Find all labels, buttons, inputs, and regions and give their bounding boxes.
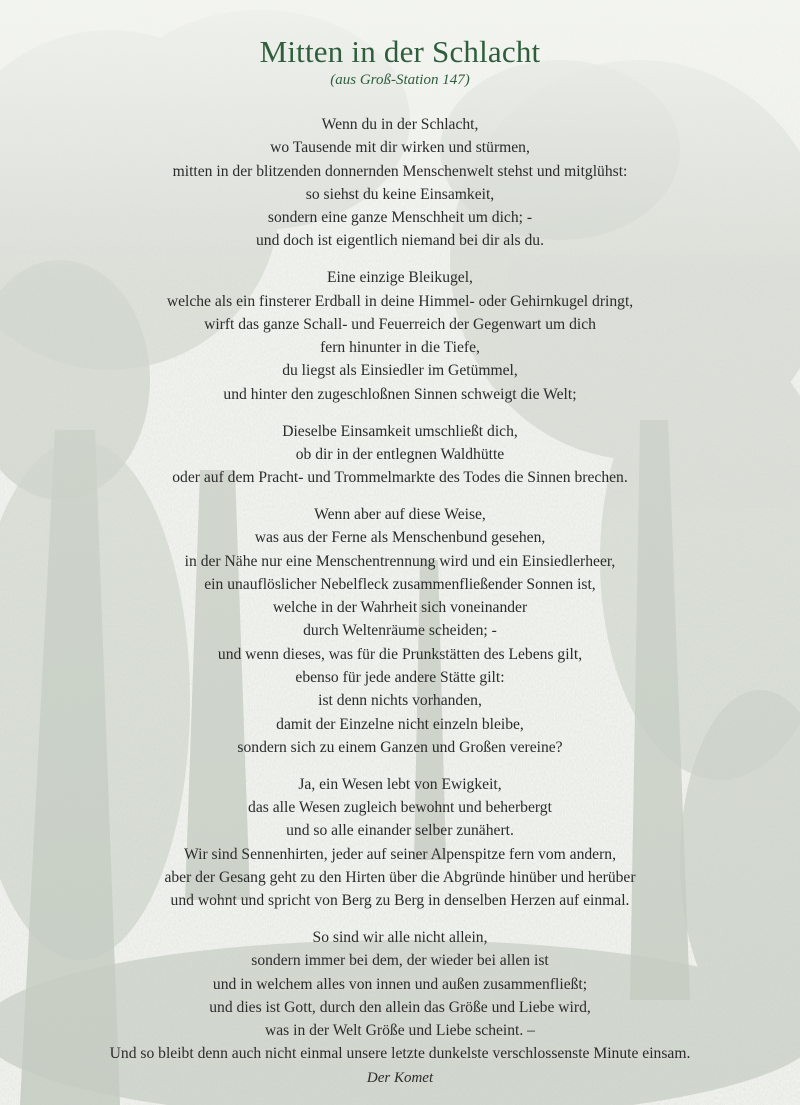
poem-line: und in welchem alles von innen und außen zusammenfließt; — [212, 975, 588, 993]
poem-line: das alle Wesen zugleich bewohnt und beherbergt — [248, 799, 552, 817]
poem-line: was aus der Ferne als Menschenbund gesehen, — [254, 529, 546, 547]
poem-line: Und so bleibt denn auch nicht einmal unsere letzte dunkelste verschlossenste Minute einsam. — [109, 1045, 691, 1063]
poem-line: und wohnt und spricht von Berg zu Berg in denselben Herzen auf einmal. — [170, 892, 630, 910]
poem-source: Der Komet — [366, 1070, 434, 1087]
poem-line: damit der Einzelne nicht einzeln bleibe, — [276, 715, 524, 733]
poem-line: und dies ist Gott, durch den allein das Größe und Liebe wird, — [209, 998, 591, 1016]
poem-line: in der Nähe nur eine Menschentrennung wird und ein Einsiedlerheer, — [184, 552, 616, 570]
poem-line: wo Tausende mit dir wirken und stürmen, — [270, 139, 530, 157]
poem-line: So sind wir alle nicht allein, — [312, 929, 488, 946]
poem-line: aber der Gesang geht zu den Hirten über die Abgründe hinüber und herüber — [164, 868, 636, 886]
poem-line: und wenn dieses, was für die Prunkstätten des Lebens gilt, — [217, 645, 583, 663]
poem-line: Wenn aber auf diese Weise, — [314, 505, 486, 523]
poem-line: ist denn nichts vorhanden, — [318, 692, 482, 710]
stanza — [0, 420, 800, 490]
poem-line: durch Weltenräume scheiden; - — [303, 622, 497, 640]
poem-line: Dieselbe Einsamkeit umschließt dich, — [282, 422, 518, 440]
poem-line: ob dir in der entlegnen Waldhütte — [295, 445, 505, 463]
poem-line: mitten in der blitzenden donnernden Menschenwelt stehst und mitglühst: — [172, 162, 628, 180]
poem-line: sondern sich zu einem Ganzen und Großen vereine? — [237, 738, 563, 756]
poem-line: du liegst als Einsiedler im Getümmel, — [282, 362, 518, 380]
stanza — [0, 113, 800, 253]
poem-line: was in der Welt Größe und Liebe scheint. – — [265, 1022, 535, 1040]
poem-line: sondern eine ganze Menschheit um dich; - — [267, 209, 533, 227]
poem-line: und so alle einander selber zunähert. — [286, 822, 514, 840]
poem-title: Mitten in der Schlacht — [259, 34, 541, 69]
poem-line: wirft das ganze Schall- und Feuerreich der Gegenwart um dich — [204, 315, 596, 333]
poem-line: fern hinunter in die Tiefe, — [320, 339, 480, 357]
poem-line: und doch ist eigentlich niemand bei dir als du. — [256, 232, 544, 250]
poem-subtitle: (aus Groß-Station 147) — [330, 72, 470, 88]
poem-line: oder auf dem Pracht- und Trommelmarkte des Todes die Sinnen brechen. — [172, 469, 628, 487]
poem-line: Wir sind Sennenhirten, jeder auf seiner Alpenspitze fern vom andern, — [184, 845, 616, 863]
stanza — [0, 503, 800, 759]
poem-line: ebenso für jede andere Stätte gilt: — [295, 669, 505, 687]
poem-line: so siehst du keine Einsamkeit, — [305, 185, 495, 203]
poem-body — [0, 113, 800, 1066]
stanza — [0, 266, 800, 406]
poem-line: ein unauflöslicher Nebelfleck zusammenfließender Sonnen ist, — [204, 575, 596, 593]
poem-line: Eine einzige Bleikugel, — [327, 269, 473, 287]
stanza — [0, 773, 800, 913]
poem-line: Wenn du in der Schlacht, — [321, 116, 479, 133]
poem-line: und hinter den zugeschloßnen Sinnen schweigt die Welt; — [223, 385, 577, 403]
stanza — [0, 926, 800, 1066]
poem-line: welche in der Wahrheit sich voneinander — [272, 599, 528, 617]
poem-line: Ja, ein Wesen lebt von Ewigkeit, — [298, 775, 502, 793]
poem-line: welche als ein finsterer Erdball in deine Himmel- oder Gehirnkugel dringt, — [166, 292, 634, 310]
poem-line: sondern immer bei dem, der wieder bei allen ist — [251, 952, 549, 970]
